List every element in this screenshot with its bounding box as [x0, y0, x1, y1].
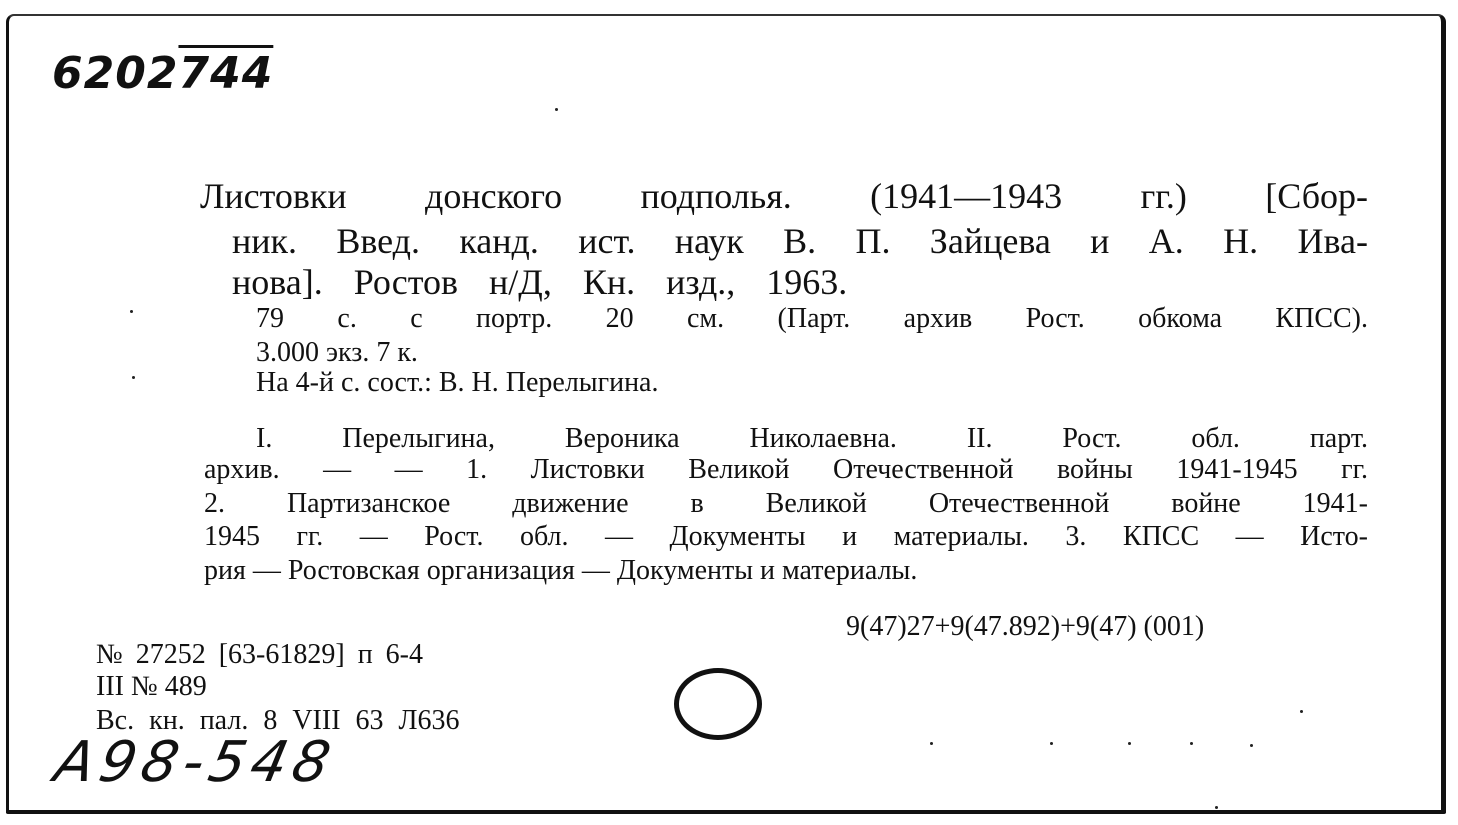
notes-line-5: рия — Ростовская организация — Документы и материалы.: [204, 555, 918, 586]
speck: [1128, 742, 1131, 745]
shelfmark-base: 6202: [52, 48, 179, 99]
speck: [1300, 710, 1303, 713]
title-line-3: нова]. Ростов н/Д, Кн. изд., 1963.: [232, 262, 848, 302]
handwritten-shelfmark: [52, 48, 274, 99]
notes-line-2: архив. — — 1. Листовки Великой Отечественной войны 1941-1945 гг.: [204, 454, 1368, 485]
collation-line-3: На 4-й с. сост.: В. Н. Перелыгина.: [256, 367, 659, 398]
speck: [555, 108, 558, 111]
speck: [1190, 742, 1193, 745]
accession-line-2: III № 489: [96, 671, 207, 702]
shelfmark-overlined: 744: [178, 48, 274, 99]
speck: [1050, 742, 1053, 745]
card-punch-hole: [674, 668, 762, 740]
speck: [930, 742, 933, 745]
speck: [130, 310, 133, 313]
speck: [132, 376, 135, 379]
title-line-1: Листовки донского подполья. (1941—1943 гг.) [Сбор-: [200, 176, 1368, 216]
classification-index: 9(47)27+9(47.892)+9(47) (001): [846, 611, 1205, 642]
speck: [1250, 744, 1253, 747]
notes-line-3: 2. Партизанское движение в Великой Отечественной войне 1941-: [204, 488, 1368, 519]
accession-line-3: Вс. кн. пал. 8 VIII 63 Л636: [96, 705, 460, 736]
accession-line-1: № 27252 [63-61829] п 6-4: [96, 639, 423, 670]
collation-line-1: 79 с. с портр. 20 см. (Парт. архив Рост. обкома КПСС).: [256, 303, 1368, 334]
title-line-2: ник. Введ. канд. ист. наук В. П. Зайцева и А. Н. Ива-: [232, 221, 1368, 261]
handwritten-inventory-number: А98-548: [49, 730, 342, 795]
notes-line-4: 1945 гг. — Рост. обл. — Документы и материалы. 3. КПСС — Исто-: [204, 521, 1368, 552]
notes-line-1: I. Перелыгина, Вероника Николаевна. II. Рост. обл. парт.: [256, 423, 1368, 454]
speck: [1215, 806, 1218, 809]
collation-line-2: 3.000 экз. 7 к.: [256, 337, 418, 368]
